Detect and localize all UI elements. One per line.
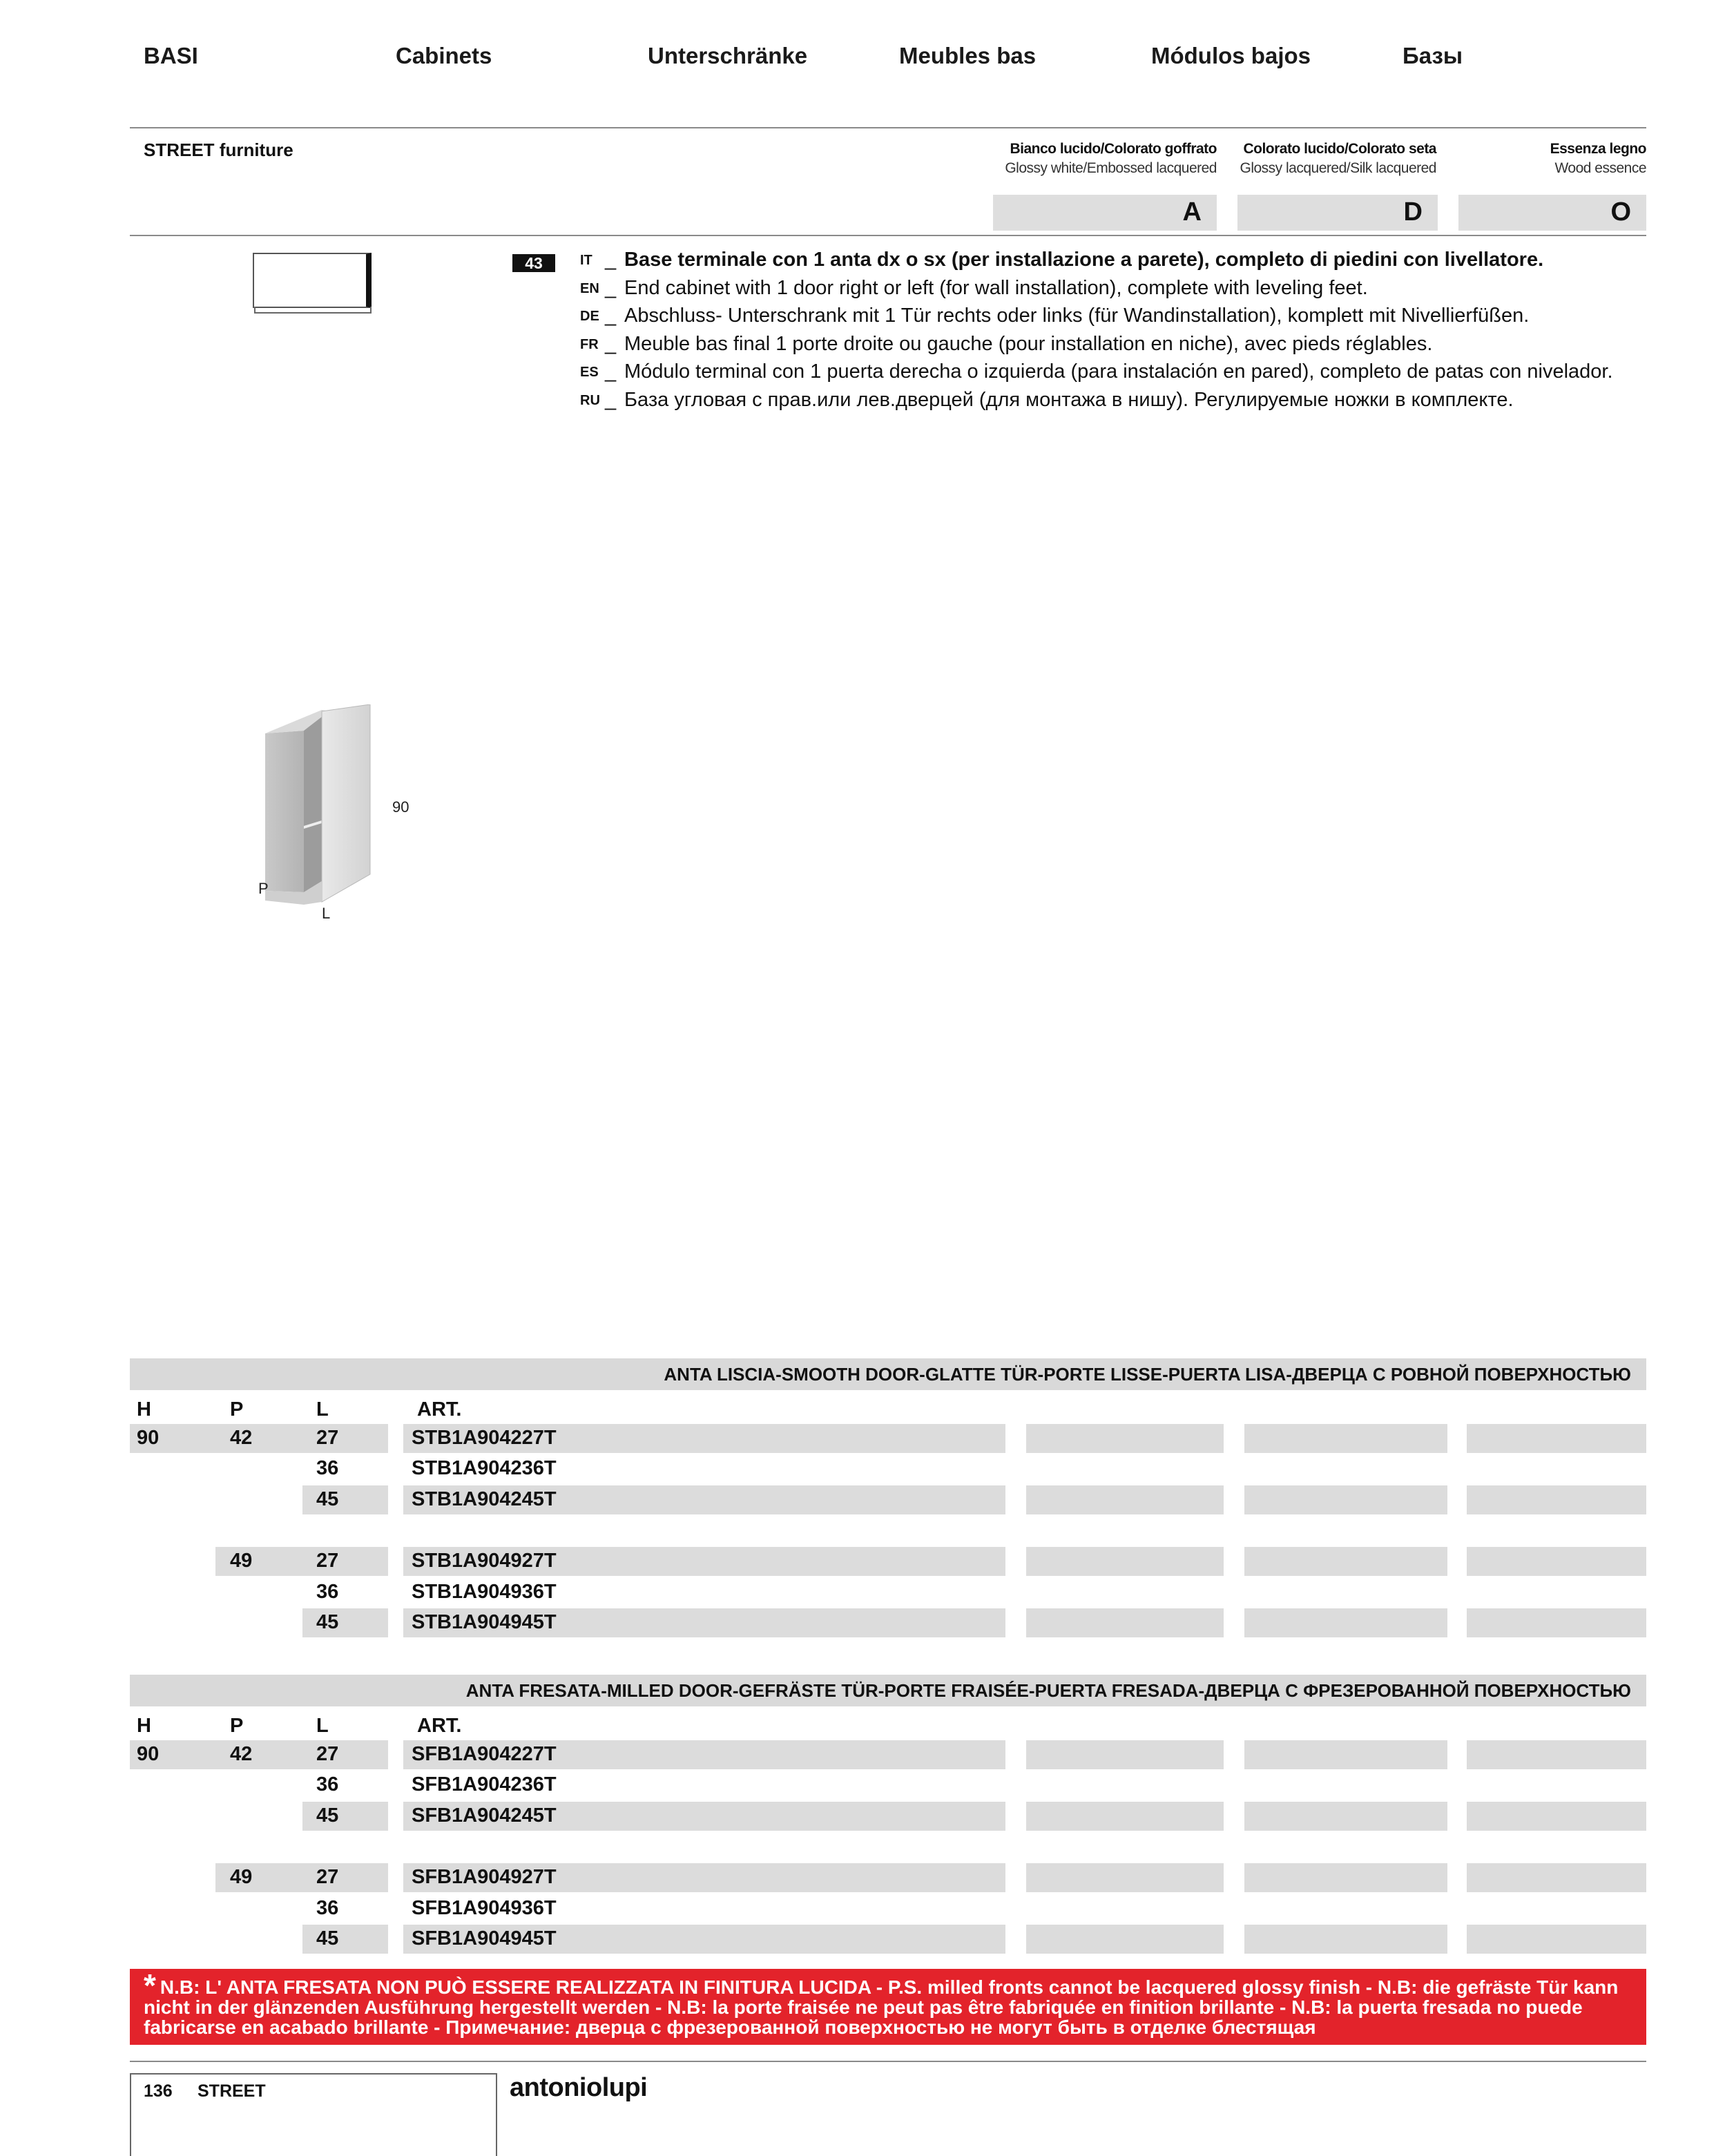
warning-text bbox=[144, 1967, 1635, 2038]
price-cell-o bbox=[1467, 1863, 1646, 1892]
cell-l: 36 bbox=[316, 1457, 339, 1479]
finish-code-o bbox=[1458, 195, 1646, 231]
row-shade bbox=[130, 1740, 388, 1769]
cell-art: SFB1A904236T bbox=[412, 1773, 557, 1796]
row-shade bbox=[302, 1802, 388, 1831]
desc-text: End cabinet with 1 door right or left (for wall installation), complete with leveling feet. bbox=[624, 277, 1368, 299]
row-shade bbox=[302, 1608, 388, 1637]
price-cell-a bbox=[1026, 1485, 1224, 1514]
tab-bazy: Базы bbox=[1403, 43, 1463, 68]
cabinet-interior bbox=[304, 717, 322, 892]
cell-art: SFB1A904227T bbox=[412, 1743, 557, 1765]
cell-l: 45 bbox=[316, 1927, 339, 1950]
cell-h: 90 bbox=[137, 1427, 160, 1449]
price-cell-d bbox=[1244, 1424, 1447, 1453]
finish-code-o-label: O bbox=[1610, 198, 1631, 227]
cell-art: SFB1A904927T bbox=[412, 1866, 557, 1888]
cell-art: SFB1A904245T bbox=[412, 1804, 557, 1827]
price-cell-a bbox=[1026, 1608, 1224, 1637]
table-milled-title: ANTA FRESATA-MILLED DOOR-GEFRÄSTE TÜR-PORTE FRAISÉE-PUERTA FRESADA-ДВЕРЦА С ФРЕЗЕРОВАННОЙ ПОВЕРХНОСТЬЮ bbox=[465, 1680, 1631, 1701]
finish-code-d bbox=[1237, 195, 1438, 231]
series-title: STREET furniture bbox=[144, 139, 293, 160]
price-cell-d bbox=[1244, 1863, 1447, 1892]
cell-l: 36 bbox=[316, 1773, 339, 1796]
price-cell-o bbox=[1467, 1925, 1646, 1954]
cell-l: 36 bbox=[316, 1897, 339, 1919]
price-cell-a bbox=[1026, 1547, 1224, 1576]
tab-modulos-bajos: Módulos bajos bbox=[1151, 43, 1311, 68]
desc-fr: FR _ Meuble bas final 1 porte droite ou gauche (pour installation en niche), avec pieds réglables. bbox=[580, 333, 1433, 355]
tab-basi: BASI bbox=[144, 43, 198, 68]
desc-lang: ES bbox=[580, 364, 599, 380]
cell-art: STB1A904927T bbox=[412, 1550, 557, 1572]
finish-code-a bbox=[993, 195, 1217, 231]
price-cell-d bbox=[1244, 1608, 1447, 1637]
desc-es: ES _ Módulo terminal con 1 puerta derecha o izquierda (para instalación en pared), completo de patas con nivelador. bbox=[580, 360, 1613, 383]
price-cell-a bbox=[1026, 1802, 1224, 1831]
row-shade bbox=[302, 1485, 388, 1514]
cell-p: 49 bbox=[230, 1866, 253, 1888]
cell-p: 49 bbox=[230, 1550, 253, 1572]
cabinet-drawing bbox=[256, 704, 380, 912]
cell-p: 42 bbox=[230, 1743, 253, 1765]
cell-art: SFB1A904945T bbox=[412, 1927, 557, 1950]
finish-o-name: Essenza legno bbox=[1550, 141, 1646, 157]
col-p: P bbox=[230, 1715, 244, 1737]
desc-lang: DE bbox=[580, 308, 599, 324]
price-cell-o bbox=[1467, 1424, 1646, 1453]
top-divider bbox=[130, 127, 1646, 128]
desc-en: EN _ End cabinet with 1 door right or left (for wall installation), complete with leveling feet. bbox=[580, 277, 1368, 299]
price-cell-d bbox=[1244, 1740, 1447, 1769]
page-number: 136 bbox=[144, 2081, 173, 2101]
price-cell-a bbox=[1026, 1424, 1224, 1453]
col-art: ART. bbox=[417, 1398, 462, 1421]
row-shade bbox=[130, 1424, 388, 1453]
col-h: H bbox=[137, 1715, 151, 1737]
cell-art: STB1A904227T bbox=[412, 1427, 557, 1449]
cell-l: 36 bbox=[316, 1581, 339, 1603]
cabinet-door bbox=[322, 704, 370, 902]
price-cell-o bbox=[1467, 1740, 1646, 1769]
col-l: L bbox=[316, 1398, 329, 1421]
price-cell-d bbox=[1244, 1802, 1447, 1831]
footer-box bbox=[130, 2073, 497, 2156]
item-number-badge: 43 bbox=[512, 254, 555, 272]
table-smooth-title: ANTA LISCIA-SMOOTH DOOR-GLATTE TÜR-PORTE LISSE-PUERTA LISA-ДВЕРЦА С РОВНОЙ ПОВЕРХНОСТЬЮ bbox=[664, 1364, 1631, 1385]
price-cell-a bbox=[1026, 1740, 1224, 1769]
desc-text: База угловая с прав.или лев.дверцей (для монтажа в нишу). Регулируемые ножки в комплекте. bbox=[624, 389, 1514, 411]
cell-p: 42 bbox=[230, 1427, 253, 1449]
cell-l: 27 bbox=[316, 1550, 339, 1572]
finish-code-d-label: D bbox=[1403, 198, 1423, 227]
tab-meubles-bas: Meubles bas bbox=[899, 43, 1037, 68]
tab-cabinets: Cabinets bbox=[396, 43, 492, 68]
desc-de: DE _ Abschluss- Unterschrank mit 1 Tür rechts oder links (für Wandinstallation), komplett mit Nivellierfüßen. bbox=[580, 305, 1530, 327]
price-cell-a bbox=[1026, 1863, 1224, 1892]
desc-ru: RU _ База угловая с прав.или лев.дверцей (для монтажа в нишу). Регулируемые ножки в комплекте. bbox=[580, 389, 1514, 411]
desc-lang: EN bbox=[580, 280, 599, 296]
desc-text: Módulo terminal con 1 puerta derecha o izquierda (para instalación en pared), completo de patas con nivelador. bbox=[624, 360, 1613, 383]
finish-a-name: Bianco lucido/Colorato goffrato bbox=[1010, 141, 1217, 157]
footer-divider bbox=[130, 2061, 1646, 2062]
cell-l: 27 bbox=[316, 1427, 339, 1449]
cell-l: 45 bbox=[316, 1804, 339, 1827]
col-h: H bbox=[137, 1398, 151, 1421]
row-shade bbox=[302, 1925, 388, 1954]
finish-divider bbox=[130, 235, 1646, 236]
finish-o-name-en: Wood essence bbox=[1554, 160, 1646, 176]
price-cell-d bbox=[1244, 1547, 1447, 1576]
price-cell-o bbox=[1467, 1802, 1646, 1831]
page-section: STREET bbox=[197, 2081, 266, 2101]
desc-text: Base terminale con 1 anta dx o sx (per installazione a parete), completo di piedini con livellatore. bbox=[624, 249, 1544, 271]
price-cell-o bbox=[1467, 1547, 1646, 1576]
warning-body: N.B: L' ANTA FRESATA NON PUÒ ESSERE REALIZZATA IN FINITURA LUCIDA - P.S. milled fronts cannot be lacquered glossy finish - N.B: die gefräste Tür kann nicht in der glänzenden Ausführung hergestellt werden - N.B: la porte fraisée ne peut pas être fabriquée en finition brillante - N.B: la puerta fresada no puede fabricarse en acabado brillante - Примечание: дверца с фрезерованной поверхностью не могут быть в отделке блестящая bbox=[144, 1976, 1619, 2038]
table-milled-header bbox=[130, 1675, 1646, 1706]
desc-lang: FR bbox=[580, 336, 599, 352]
desc-lang: RU bbox=[580, 392, 600, 408]
cell-art: SFB1A904936T bbox=[412, 1897, 557, 1919]
finish-label-a bbox=[1005, 141, 1217, 177]
price-cell-o bbox=[1467, 1485, 1646, 1514]
finish-d-name: Colorato lucido/Colorato seta bbox=[1243, 141, 1436, 157]
cell-art: STB1A904945T bbox=[412, 1611, 557, 1633]
col-art: ART. bbox=[417, 1715, 462, 1737]
table-smooth-header bbox=[130, 1358, 1646, 1390]
cell-l: 27 bbox=[316, 1866, 339, 1888]
cell-art: STB1A904936T bbox=[412, 1581, 557, 1603]
brand-logo: antoniolupi bbox=[510, 2073, 648, 2102]
dimension-depth: P bbox=[258, 880, 269, 897]
desc-text: Meuble bas final 1 porte droite ou gauche (pour installation en niche), avec pieds réglables. bbox=[624, 333, 1433, 355]
cell-l: 45 bbox=[316, 1611, 339, 1633]
price-cell-d bbox=[1244, 1925, 1447, 1954]
dimension-width: L bbox=[322, 905, 331, 922]
price-cell-o bbox=[1467, 1608, 1646, 1637]
finish-code-a-label: A bbox=[1182, 198, 1202, 227]
warning-star: * bbox=[144, 1967, 156, 2003]
desc-it: IT _ Base terminale con 1 anta dx o sx (per installazione a parete), completo di piedini con livellatore. bbox=[580, 249, 1544, 271]
col-l: L bbox=[316, 1715, 329, 1737]
desc-text: Abschluss- Unterschrank mit 1 Tür rechts oder links (für Wandinstallation), komplett mit Nivellierfüßen. bbox=[624, 305, 1530, 327]
cabinet-side-panel bbox=[265, 731, 304, 892]
dimension-height: 90 bbox=[392, 798, 409, 816]
finish-label-o bbox=[1550, 141, 1646, 177]
plan-view-base bbox=[254, 307, 372, 314]
cell-h: 90 bbox=[137, 1743, 160, 1765]
price-cell-d bbox=[1244, 1485, 1447, 1514]
cell-art: STB1A904245T bbox=[412, 1488, 557, 1510]
cell-l: 45 bbox=[316, 1488, 339, 1510]
tab-unterschraenke: Unterschränke bbox=[648, 43, 808, 68]
finish-a-name-en: Glossy white/Embossed lacquered bbox=[1005, 160, 1217, 176]
price-cell-a bbox=[1026, 1925, 1224, 1954]
cell-art: STB1A904236T bbox=[412, 1457, 557, 1479]
col-p: P bbox=[230, 1398, 244, 1421]
finish-label-d bbox=[1240, 141, 1437, 177]
milled-warning-banner bbox=[130, 1969, 1646, 2045]
plan-view-icon bbox=[253, 253, 372, 308]
cell-l: 27 bbox=[316, 1743, 339, 1765]
desc-lang: IT bbox=[580, 252, 592, 268]
finish-d-name-en: Glossy lacquered/Silk lacquered bbox=[1240, 160, 1436, 176]
